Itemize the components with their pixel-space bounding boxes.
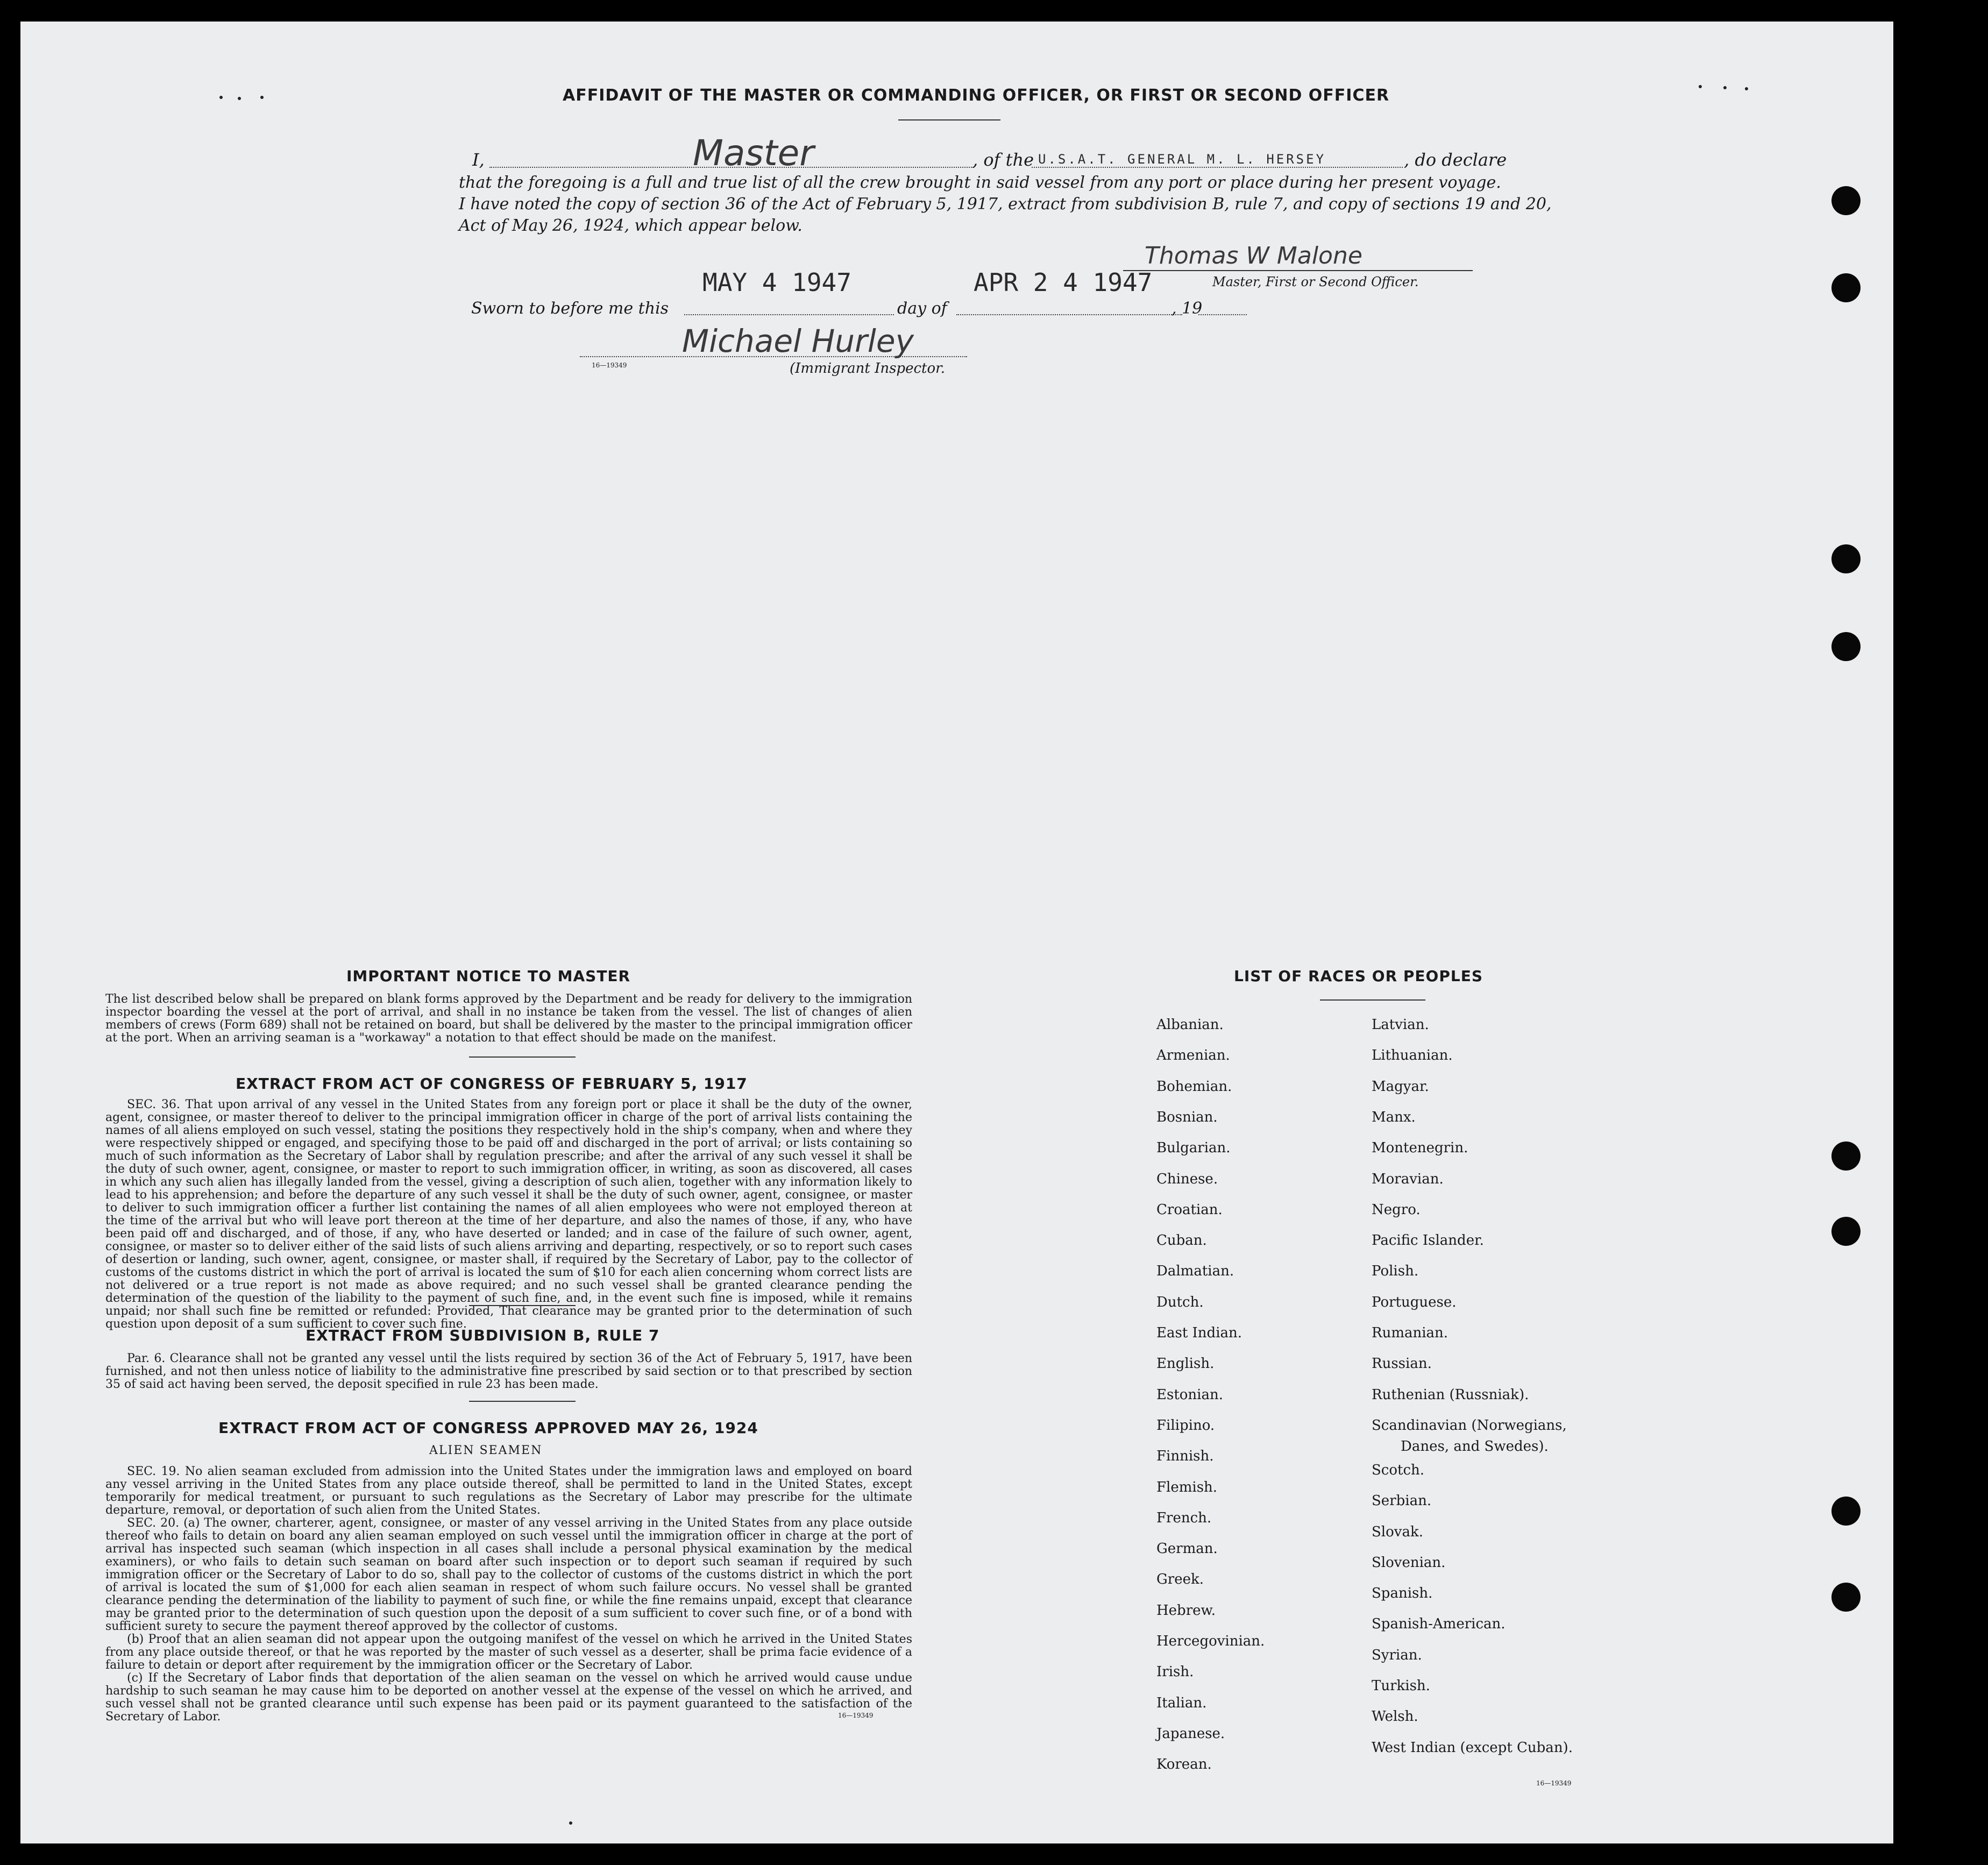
master-caption: Master, First or Second Officer. [1212,274,1419,289]
binder-hole [1831,1497,1861,1526]
race-item: Cuban. [1156,1232,1207,1249]
scan-speck [1745,87,1748,90]
race-item: Dalmatian. [1156,1263,1234,1280]
i-label: I, [472,150,485,170]
race-item: Syrian. [1372,1647,1422,1663]
race-item: Hebrew. [1156,1602,1216,1619]
binder-hole [1831,1217,1861,1246]
race-item: Portuguese. [1372,1294,1457,1310]
race-item: French. [1156,1509,1212,1526]
affidavit-line-2: I have noted the copy of section 36 of the Act of February 5, 1917, extract from subdivision B, rule 7, and copy of sections 19 and 20, [459,195,1552,214]
race-item: Croatian. [1156,1201,1223,1218]
race-item: Bulgarian. [1156,1140,1231,1157]
year-line [1198,314,1247,315]
document-sheet [20,22,1893,1843]
rule7-text: Par. 6. Clearance shall not be granted any vessel until the lists required by section 36 of the Act of February 5, 1917, have been furnished, and not then unless notice of liability to the administrative fine prescribed by said section or to that prescribed by section 35 of said act having been served, the deposit specified in rule 23 has been made. [105,1352,912,1391]
binder-hole [1831,544,1861,573]
race-item: Spanish-American. [1372,1616,1506,1633]
alien-seamen-subtitle: ALIEN SEAMEN [429,1444,543,1457]
sec20b-text: (b) Proof that an alien seaman did not appear upon the outgoing manifest of the vessel on which he arrived in the United States from any place outside thereof, or that he was reported by the master of such vessel as a deserter, shall be prima facie evidence of a failure to detain or deport after requirement by the immigration officer or the Secretary of Labor. [105,1633,912,1672]
race-item: Albanian. [1156,1017,1224,1033]
scan-speck [238,97,241,100]
sworn-label: Sworn to before me this [471,299,669,318]
race-item: Estonian. [1156,1386,1223,1403]
binder-hole [1831,1583,1861,1612]
race-item: Pacific Islander. [1372,1232,1484,1249]
title-rule [898,119,1000,120]
race-item: Armenian. [1156,1047,1230,1064]
extract-1917-text: SEC. 36. That upon arrival of any vessel in the United States from any foreign port or place it shall be the duty of the owner, agent, consignee, or master thereof to deliver to the principal immigration officer in charge of the port of arrival lists containing the names of all aliens employed on such vessel, stating the positions they respectively hold in the ship's company, when and where they were respectively shipped or engaged, and specifying those to be paid off and discharged in the port of arrival; or lists containing so much of such information as the Secretary of Labor shall by regulation prescribe; and after the arrival of any such vessel it shall be the duty of such owner, agent, consignee, or master to report to such immigration officer, in writing, as soon as discovered, all cases in which any such alien has illegally landed from the vessel, giving a description of such alien, together with any information likely to lead to his apprehension; and before the departure of any such vessel it shall be the duty of such owner, agent, consignee, or master to deliver to such immigration officer a further list containing the names of all alien employees who were not employed thereon at the time of the arrival but who will leave port thereon at the time of her departure, and also the names of those, if any, who have been paid off and discharged, and of those, if any, who have deserted or landed; and in case of the failure of such owner, agent, consignee, or master so to deliver either of the said lists of such aliens arriving and departing, respectively, or so to report such cases of desertion or landing, such owner, agent, consignee, or master shall, if required by the Secretary of Labor, pay to the collector of customs of the customs district in which the port of arrival is located the sum of $10 for each alien concerning whom correct lists are not delivered or a true report is not made as above required; and no such vessel shall be granted clearance pending the determination of the question of the liability to the payment of such fine, and, in the event such fine is imposed, while it remains unpaid; nor shall such fine be remitted or refunded: Provided, That clearance may be granted prior to the determination of such question upon deposit of a sum sufficient to cover such fine. [105,1098,912,1331]
binder-hole [1831,186,1861,215]
race-item: Welsh. [1372,1708,1418,1725]
race-item: Scandinavian (Norwegians, [1372,1417,1567,1434]
year-label: , 19 [1172,299,1203,318]
race-item: Finnish. [1156,1448,1214,1465]
race-item: Korean. [1156,1756,1212,1773]
do-declare-label: , do declare [1404,150,1507,170]
master-handwritten: Master [693,132,814,174]
notice-title: IMPORTANT NOTICE TO MASTER [346,967,631,985]
race-item: Ruthenian (Russniak). [1372,1386,1529,1403]
rule7-title: EXTRACT FROM SUBDIVISION B, RULE 7 [306,1327,660,1344]
sec20a-text: SEC. 20. (a) The owner, charterer, agent, consignee, or master of any vessel arriving in the United States from any place outside thereof who fails to detain on board any alien seaman employed on such vessel until the immigration officer in charge at the port of arrival has inspected such seaman (which inspection in all cases shall include a personal physical examination by the medical examiners), or who fails to detain such seaman on board after such inspection or to deport such seaman if required by such immigration officer or the Secretary of Labor to do so, shall pay to the collector of customs of the customs district in which the port of arrival is located the sum of $1,000 for each alien seaman in respect of whom such failure occurs. No vessel shall be granted clearance pending the determination of the liability to payment of such fine, or while the fine remains unpaid, except that clearance may be granted prior to the determination of such question upon the deposit of a sum sufficient to cover such fine, or of a bond with sufficient surety to secure the payment thereof approved by the collector of customs. [105,1516,912,1633]
sworn-day-line [684,314,894,315]
race-item: Magyar. [1372,1078,1429,1095]
race-item: Polish. [1372,1263,1419,1280]
vessel-name: U.S.A.T. GENERAL M. L. HERSEY [1038,152,1326,167]
affidavit-title: AFFIDAVIT OF THE MASTER OR COMMANDING OFFICER, OR FIRST OR SECOND OFFICER [563,86,1390,105]
binder-hole [1831,1141,1861,1171]
race-item: English. [1156,1356,1215,1372]
race-item: Lithuanian. [1372,1047,1453,1064]
of-the-label: , of the [972,150,1034,170]
race-item: Russian. [1372,1356,1432,1372]
race-item: East Indian. [1156,1325,1242,1341]
race-item: Flemish. [1156,1479,1218,1495]
scan-speck [1723,86,1727,89]
race-item: German. [1156,1541,1218,1557]
notice-rule [469,1056,576,1058]
race-item: Rumanian. [1372,1325,1449,1341]
binder-hole [1831,273,1861,302]
race-item: West Indian (except Cuban). [1372,1739,1573,1756]
race-item: Bohemian. [1156,1078,1232,1095]
extract-1917-title: EXTRACT FROM ACT OF CONGRESS OF FEBRUARY 5, 1917 [236,1075,748,1093]
vessel-line [1032,167,1403,168]
race-scandinavian-continued: Danes, and Swedes). [1401,1438,1549,1455]
binder-hole [1831,632,1861,661]
races-title: LIST OF RACES OR PEOPLES [1234,967,1483,985]
race-item: Scotch. [1372,1462,1425,1478]
scan-speck [569,1821,572,1825]
race-item: Italian. [1156,1694,1207,1711]
sec20c-text: (c) If the Secretary of Labor finds that deportation of the alien seaman on the vessel on which he arrived would cause undue hardship to such seaman he may cause him to be deported on another vessel at the expense of the vessel on which he arrived, and such vessel shall not be granted clearance until such expense has been paid or its payment guaranteed to the satisfaction of the Secretary of Labor. [105,1671,912,1724]
scan-speck [1699,85,1702,88]
race-item: Slovak. [1372,1523,1423,1540]
inspector-caption: (Immigrant Inspector. [790,360,945,377]
race-item: Filipino. [1156,1417,1215,1434]
month-line [956,314,1182,315]
affidavit-form-number: 16—19349 [592,361,627,369]
affidavit-line-1: that the foregoing is a full and true list of all the crew brought in said vessel from any port or place during her present voyage. [459,173,1501,192]
extract-1924-title: EXTRACT FROM ACT OF CONGRESS APPROVED MAY 26, 1924 [218,1419,758,1437]
inspector-signature: Michael Hurley [682,323,914,359]
scan-speck [219,96,223,99]
race-item: Bosnian. [1156,1109,1218,1125]
race-item: Moravian. [1372,1171,1444,1187]
race-item: Serbian. [1372,1493,1432,1509]
race-item: Dutch. [1156,1294,1204,1310]
race-item: Slovenian. [1372,1554,1446,1571]
extract-1924-form-number: 16—19349 [838,1712,874,1719]
race-item: Montenegrin. [1372,1140,1468,1157]
races-form-number: 16—19349 [1536,1779,1572,1787]
extract-1917-rule [469,1305,576,1306]
race-item: Spanish. [1372,1585,1433,1602]
notice-text: The list described below shall be prepared on blank forms approved by the Department and be ready for delivery to the immigration inspector boarding the vessel at the port of arrival, and shall in no instance be taken from the vessel. The list of changes of alien members of crews (Form 689) shall not be retained on board, but shall be delivered by the master to the principal immigration officer at the port. When an arriving seaman is a "workaway" a notation to that effect should be made on the manifest. [105,992,912,1045]
master-signature-line [1123,270,1473,271]
scan-speck [260,96,264,99]
race-item: Manx. [1372,1109,1416,1125]
rule7-rule [469,1401,576,1402]
affidavit-line-3: Act of May 26, 1924, which appear below. [459,216,803,235]
race-item: Japanese. [1156,1725,1225,1742]
stamp-date-apr: APR 2 4 1947 [974,268,1153,297]
race-item: Hercegovinian. [1156,1633,1265,1649]
race-item: Turkish. [1372,1678,1430,1694]
sec19-text: SEC. 19. No alien seaman excluded from admission into the United States under the immigration laws and employed on board any vessel arriving in the United States from any place outside thereof, shall be permitted to land in the United States, except temporarily for medical treatment, or pursuant to such regulations as the Secretary of Labor may prescribe for the ultimate departure, removal, or deportation of such alien from the United States. [105,1465,912,1517]
race-item: Negro. [1372,1201,1421,1218]
race-item: Irish. [1156,1664,1194,1680]
race-item: Chinese. [1156,1171,1218,1187]
day-of-label: day of [897,299,947,318]
race-item: Greek. [1156,1571,1204,1588]
stamp-date-may: MAY 4 1947 [702,268,851,297]
races-rule [1320,999,1425,1001]
race-item: Latvian. [1372,1017,1429,1033]
master-signature: Thomas W Malone [1145,242,1362,270]
